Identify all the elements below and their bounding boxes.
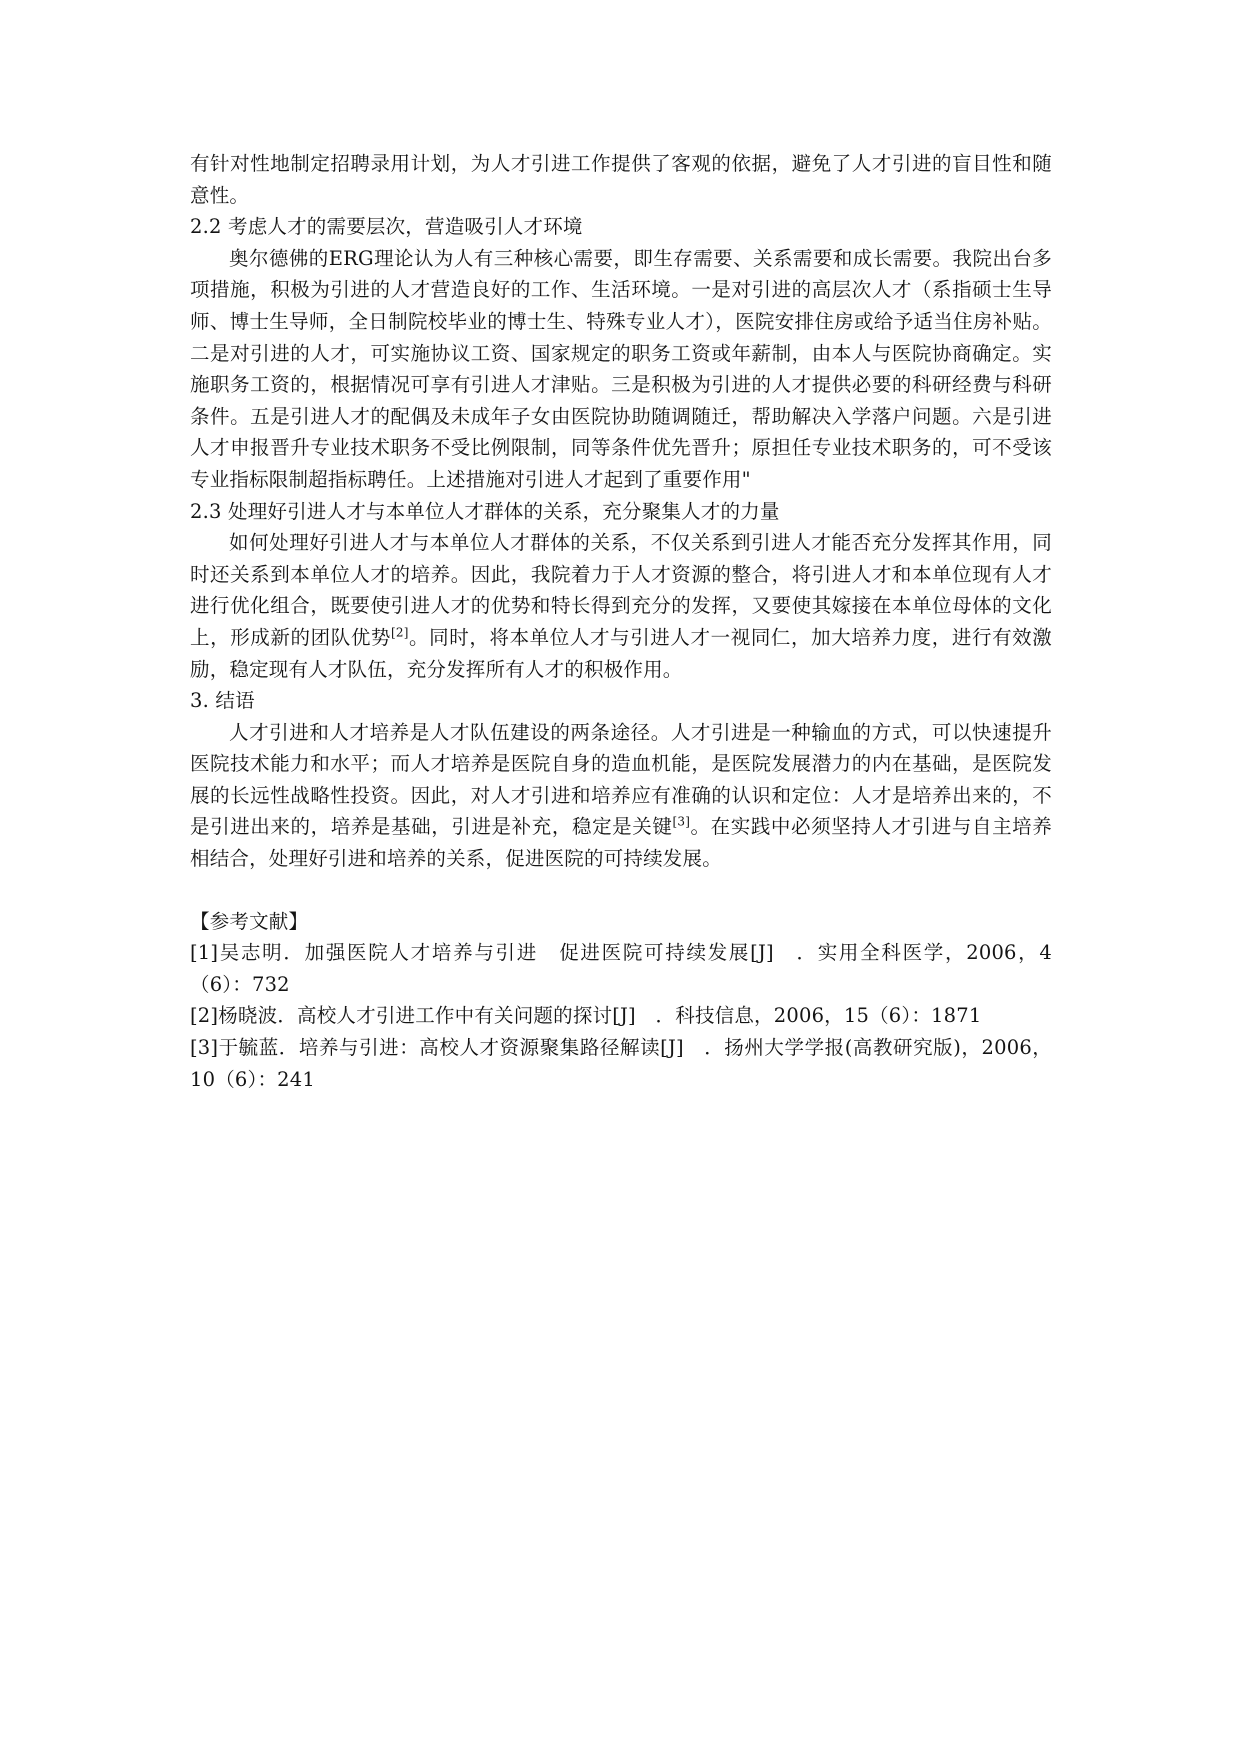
- section-2-3-heading: 2.3 处理好引进人才与本单位人才群体的关系，充分聚集人才的力量: [190, 499, 780, 523]
- section-3-body: [190, 717, 1052, 875]
- reference-item-2: [2]杨晓波．高校人才引进工作中有关问题的探讨[J] ．科技信息，2006，15（6）：1871: [190, 1004, 982, 1028]
- reference-item-3: [3]于毓蓝．培养与引进：高校人才资源聚集路径解读[J] ．扬州大学学报(高教研究版)，2006，10（6）：241: [190, 1036, 1052, 1091]
- section-3-text-a: 人才引进和人才培养是人才队伍建设的两条途径。人才引进是一种输血的方式，可以快速提升医院技术能力和水平；而人才培养是医院自身的造血机能，是医院发展潜力的内在基础，是医院发展的长远性战略性投资。因此，对人才引进和培养应有准确的认识和定位：人才是培养出来的，不是引进出来的，培养是基础，引进是补充，稳定是关键: [190, 720, 1052, 839]
- references-heading: 【参考文献】: [190, 909, 309, 933]
- section-2-3-body: [190, 527, 1052, 685]
- section-2-2-heading: 2.2 考虑人才的需要层次，营造吸引人才环境: [190, 215, 583, 239]
- section-2-3-text-a: 如何处理好引进人才与本单位人才群体的关系，不仅关系到引进人才能否充分发挥其作用，同时还关系到本单位人才的培养。因此，我院着力于人才资源的整合，将引进人才和本单位现有人才进行优化组合，既要使引进人才的优势和特长得到充分的发挥，又要使其嫁接在本单位母体的文化上，形成新的团队优势: [190, 531, 1052, 649]
- citation-ref-2: [2]: [391, 625, 409, 640]
- citation-ref-3: [3]: [672, 814, 691, 829]
- section-2-2-body: 奥尔德佛的ERG理论认为人有三种核心需要，即生存需要、关系需要和成长需要。我院出台多项措施，积极为引进的人才营造良好的工作、生活环境。一是对引进的高层次人才（系指硕士生导师、博士生导师，全日制院校毕业的博士生、特殊专业人才），医院安排住房或给予适当住房补贴。二是对引进的人才，可实施协议工资、国家规定的职务工资或年薪制，由本人与医院协商确定。实施职务工资的，根据情况可享有引进人才津贴。三是积极为引进的人才提供必要的科研经费与科研条件。五是引进人才的配偶及未成年子女由医院协助随调随迁，帮助解决入学落户问题。六是引进人才申报晋升专业技术职务不受比例限制，同等条件优先晋升；原担任专业技术职务的，可不受该专业指标限制超指标聘任。上述措施对引进人才起到了重要作用": [190, 246, 1052, 491]
- section-2-3-text-b: 。同时，将本单位人才与引进人才一视同仁，加大培养力度，进行有效激励，稳定现有人才队伍，充分发挥所有人才的积极作用。: [190, 625, 1052, 681]
- continuation-paragraph: 有针对性地制定招聘录用计划，为人才引进工作提供了客观的依据，避免了人才引进的盲目性和随意性。: [190, 152, 1052, 207]
- reference-item-1: [1]吴志明．加强医院人才培养与引进 促进医院可持续发展[J] ．实用全科医学，2006，4（6）：732: [190, 941, 1052, 996]
- section-3-heading: 3. 结语: [190, 689, 255, 713]
- spacer: [190, 875, 1052, 906]
- document-page: [190, 148, 1052, 1095]
- section-3-text-b: 。在实践中必须坚持人才引进与自主培养相结合，处理好引进和培养的关系，促进医院的可持续发展。: [190, 815, 1052, 871]
